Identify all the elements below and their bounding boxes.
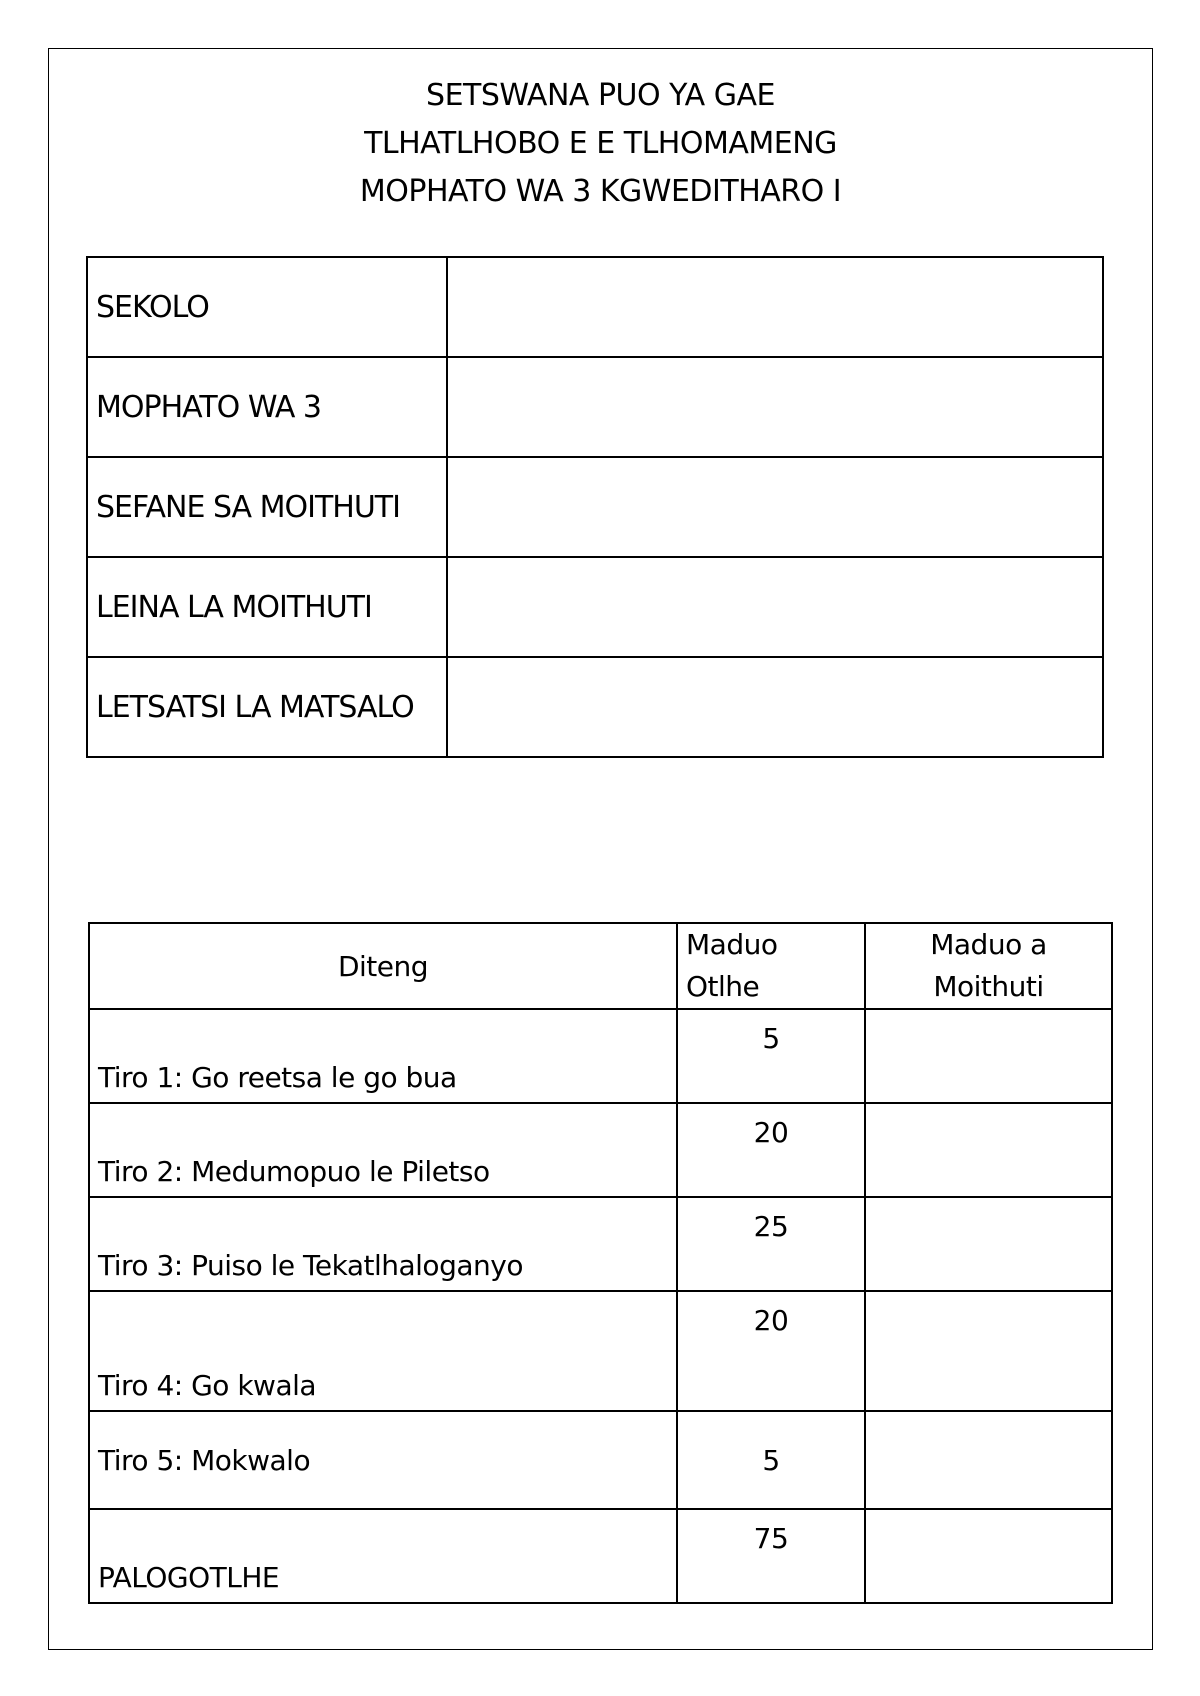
- total-marks: 5: [677, 1411, 865, 1509]
- total-marks: 20: [677, 1291, 865, 1411]
- header-total-marks: [677, 923, 865, 1009]
- marks-table: [88, 922, 1113, 1604]
- task-label: Tiro 2: Medumopuo le Piletso: [89, 1103, 677, 1197]
- header-student-line2: Moithuti: [933, 970, 1044, 1003]
- birthdate-field[interactable]: [447, 657, 1103, 757]
- info-row-grade: [87, 357, 1103, 457]
- student-marks-field[interactable]: [865, 1103, 1112, 1197]
- header-content: Diteng: [89, 923, 677, 1009]
- info-row-birthdate: [87, 657, 1103, 757]
- task-label: Tiro 5: Mokwalo: [89, 1411, 677, 1509]
- table-row: [89, 1197, 1112, 1291]
- total-marks: 25: [677, 1197, 865, 1291]
- grand-total-label: PALOGOTLHE: [89, 1509, 677, 1603]
- student-marks-field[interactable]: [865, 1197, 1112, 1291]
- task-label: Tiro 1: Go reetsa le go bua: [89, 1009, 677, 1103]
- learner-info-table: [86, 256, 1104, 758]
- title-block: [48, 72, 1153, 216]
- info-label: LETSATSI LA MATSALO: [87, 657, 447, 757]
- task-label: Tiro 4: Go kwala: [89, 1291, 677, 1411]
- header-student-line1: Maduo a: [930, 928, 1047, 961]
- task-label: Tiro 3: Puiso le Tekatlhaloganyo: [89, 1197, 677, 1291]
- title-grade-term: MOPHATO WA 3 KGWEDITHARO I: [359, 174, 842, 209]
- info-row-name: [87, 557, 1103, 657]
- info-row-surname: [87, 457, 1103, 557]
- info-label: SEKOLO: [87, 257, 447, 357]
- table-row: [89, 1009, 1112, 1103]
- header-student-marks: [865, 923, 1112, 1009]
- title-assessment: TLHATLHOBO E E TLHOMAMENG: [364, 126, 837, 161]
- student-total-field[interactable]: [865, 1509, 1112, 1603]
- info-label: SEFANE SA MOITHUTI: [87, 457, 447, 557]
- grade-field[interactable]: [447, 357, 1103, 457]
- info-row-school: [87, 257, 1103, 357]
- table-row: [89, 1291, 1112, 1411]
- marks-header-row: [89, 923, 1112, 1009]
- total-marks: 5: [677, 1009, 865, 1103]
- header-total-line2: Otlhe: [686, 970, 760, 1003]
- student-marks-field[interactable]: [865, 1411, 1112, 1509]
- total-marks: 20: [677, 1103, 865, 1197]
- header-total-line1: Maduo: [686, 928, 778, 961]
- table-row: [89, 1411, 1112, 1509]
- info-label: LEINA LA MOITHUTI: [87, 557, 447, 657]
- title-subject: SETSWANA PUO YA GAE: [426, 78, 775, 113]
- school-field[interactable]: [447, 257, 1103, 357]
- name-field[interactable]: [447, 557, 1103, 657]
- grand-total-marks: 75: [677, 1509, 865, 1603]
- surname-field[interactable]: [447, 457, 1103, 557]
- student-marks-field[interactable]: [865, 1009, 1112, 1103]
- table-row: [89, 1103, 1112, 1197]
- total-row: [89, 1509, 1112, 1603]
- student-marks-field[interactable]: [865, 1291, 1112, 1411]
- info-label: MOPHATO WA 3: [87, 357, 447, 457]
